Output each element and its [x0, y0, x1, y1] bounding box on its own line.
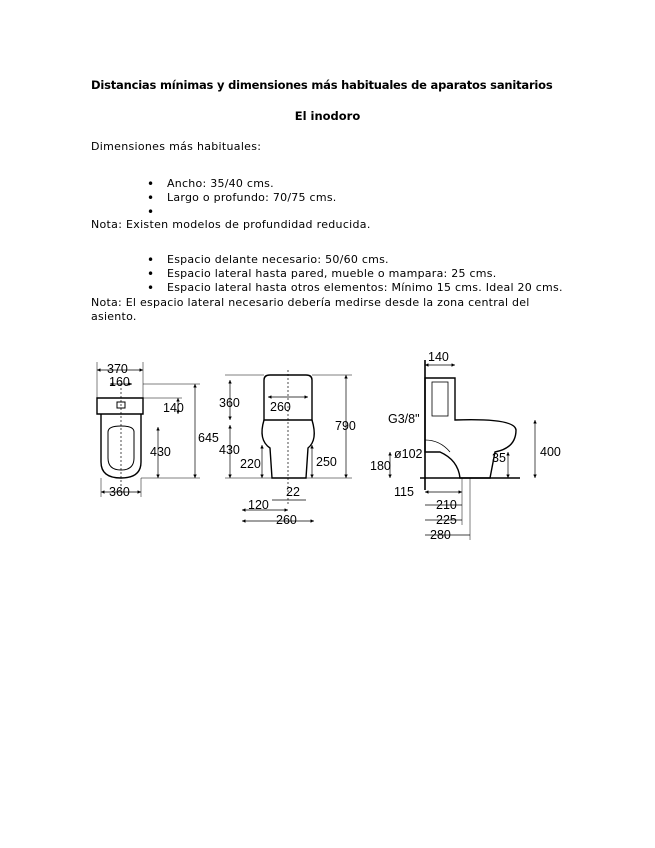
dim-430: 430 — [150, 445, 171, 459]
dim-430: 430 — [219, 443, 240, 457]
list-item: • Ancho: 35/40 cms. — [145, 177, 337, 191]
list-item: • Espacio delante necesario: 50/60 cms. — [145, 253, 563, 267]
dim-225: 225 — [436, 513, 457, 527]
dim-260: 260 — [276, 513, 297, 527]
dimensions-heading: Dimensiones más habituales: — [91, 140, 262, 153]
note-reduced-depth: Nota: Existen modelos de profundidad reducida. — [91, 218, 371, 231]
dim-140: 140 — [428, 350, 449, 364]
dim-250: 250 — [316, 455, 337, 469]
page-title: Distancias mínimas y dimensiones más habituales de aparatos sanitarios — [91, 78, 553, 92]
thread-label: G3/8" — [388, 412, 420, 426]
dim-115: 115 — [394, 485, 414, 499]
dim-400: 400 — [540, 445, 561, 459]
dim-280: 280 — [430, 528, 451, 542]
dim-140: 140 — [163, 401, 184, 415]
section-subtitle: El inodoro — [294, 109, 361, 123]
dim-370: 370 — [107, 362, 128, 376]
list-item: • Espacio lateral hasta otros elementos: Mínimo 15 cms. Ideal 20 cms. — [145, 281, 563, 295]
dim-790: 790 — [335, 419, 356, 433]
dim-645: 645 — [198, 431, 219, 445]
dimensions-list — [145, 177, 337, 219]
dim-180: 180 — [370, 459, 391, 473]
dim-220: 220 — [240, 457, 261, 471]
dim-35: 35 — [492, 451, 506, 465]
dim-22: 22 — [286, 485, 300, 499]
list-item: • Espacio lateral hasta pared, mueble o mampara: 25 cms. — [145, 267, 563, 281]
dim-210: 210 — [436, 498, 457, 512]
dim-360: 360 — [109, 485, 130, 499]
toilet-technical-drawing — [80, 340, 580, 550]
note-lateral-space: Nota: El espacio lateral necesario debería medirse desde la zona central del asiento. — [91, 296, 530, 323]
dim-260: 260 — [270, 400, 291, 414]
list-item — [145, 205, 337, 219]
dim-120: 120 — [248, 498, 269, 512]
spacing-list — [145, 253, 563, 295]
outlet-diameter: ø102 — [394, 447, 423, 461]
dim-360: 360 — [219, 396, 240, 410]
dim-160: 160 — [109, 375, 130, 389]
list-item: • Largo o profundo: 70/75 cms. — [145, 191, 337, 205]
